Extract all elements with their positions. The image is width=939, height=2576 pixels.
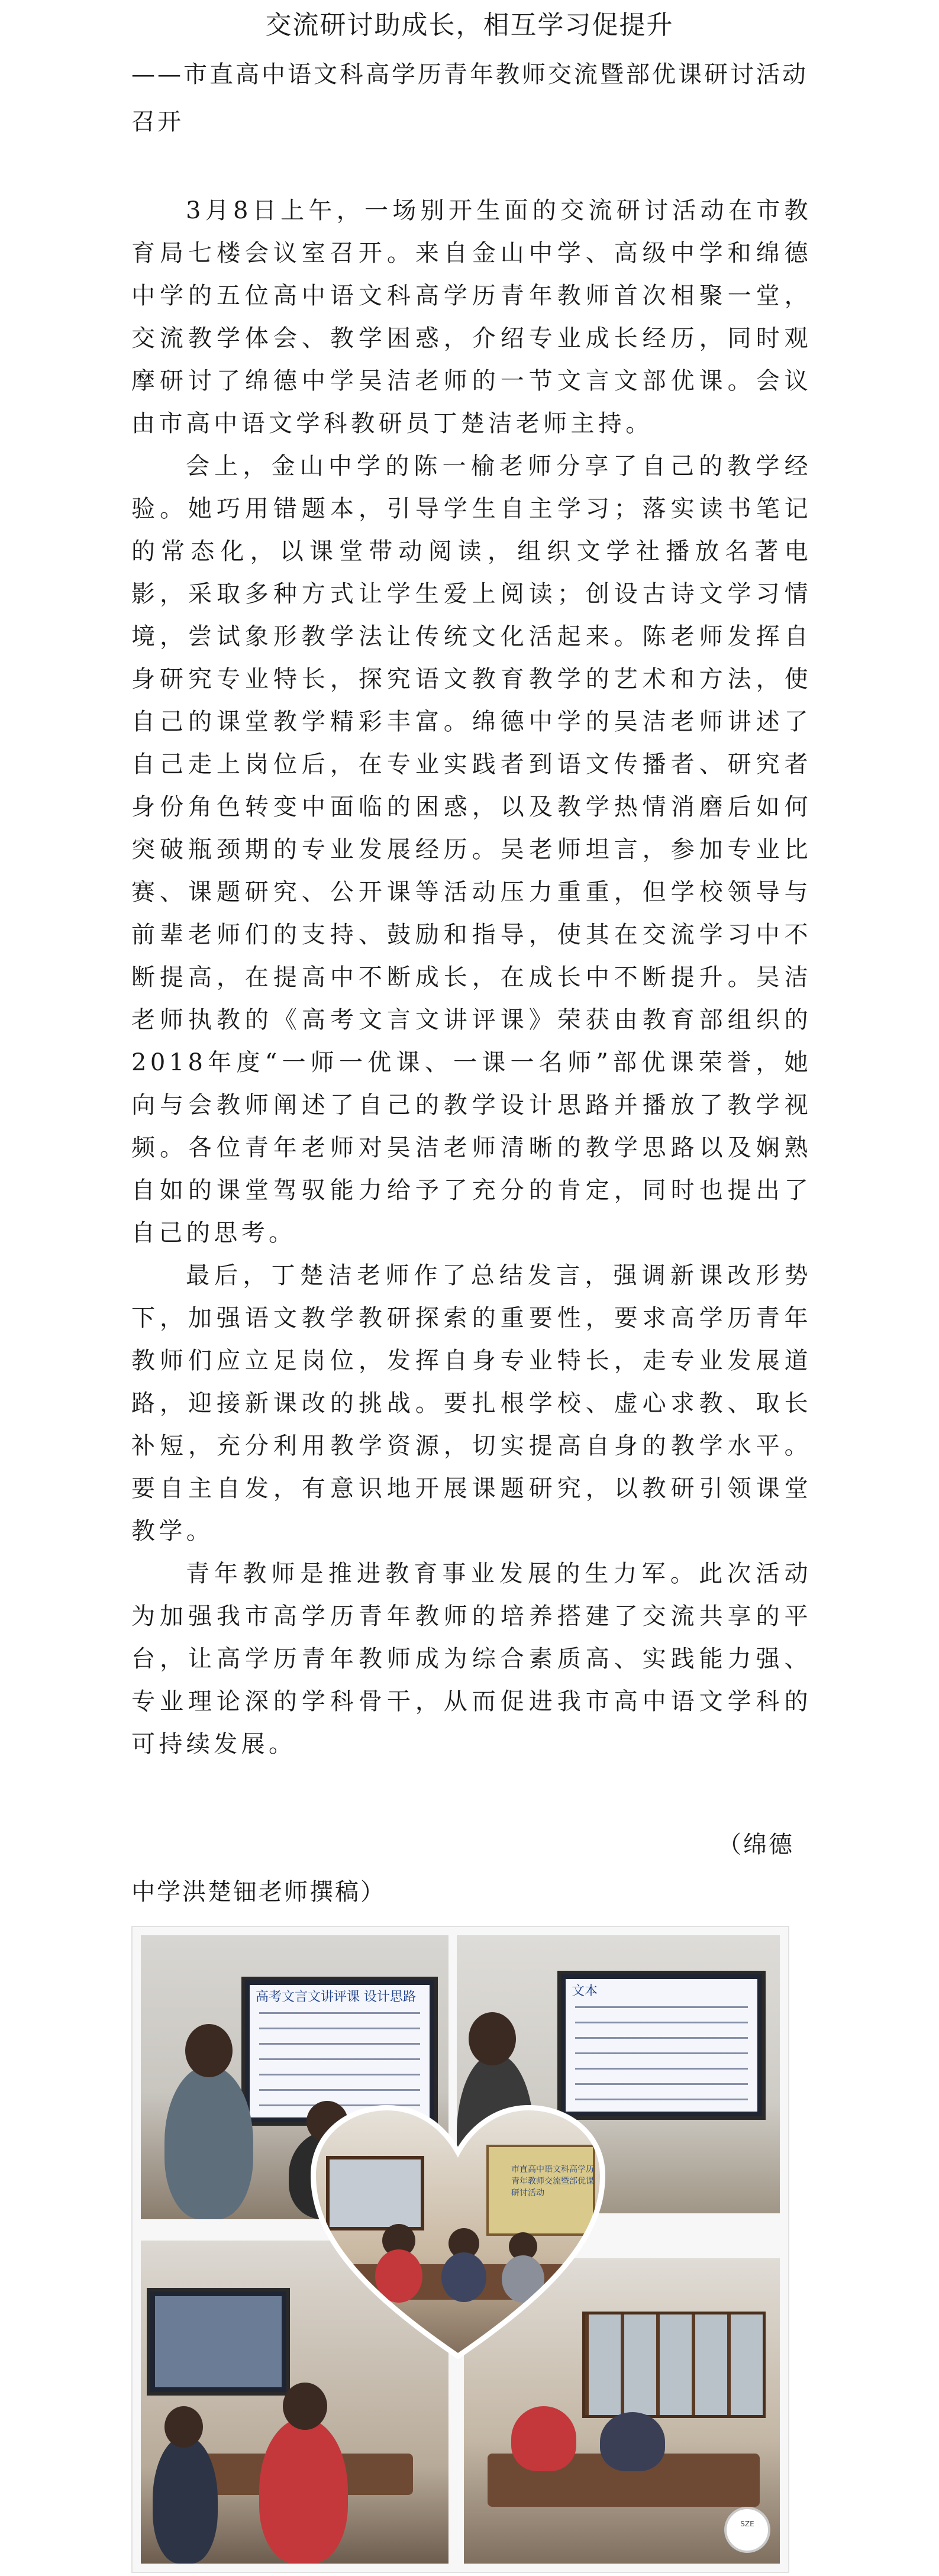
- byline-line-2: 中学洪楚钿老师撰稿）: [131, 1878, 386, 1906]
- projection-screen: [241, 1977, 438, 2126]
- article-title: 交流研讨助成长，相互学习促提升: [265, 10, 674, 40]
- banner-text: 市直高中语文科高学历青年教师交流暨部优课研讨活动: [511, 2165, 594, 2198]
- bookshelf: [582, 2312, 766, 2418]
- article-subtitle: ——市直高中语文科高学历青年教师交流暨部优课研讨活动召开: [131, 61, 808, 135]
- slide-title-2: 文本: [572, 1984, 598, 1999]
- paragraph-3: 最后，丁楚洁老师作了总结发言，强调新课改形势下，加强语文教学教研探索的重要性，要求高学历青年教师们应立足岗位，发挥自身专业特长，走专业发展道路，迎接新课改的挑战。要扎根学校、虚心求教、取长补短，充分利用教学资源，切实提高自身的教学水平。要自主自发，有意识地开展课题研究，以教研引领课堂教学。: [131, 1262, 812, 1545]
- presenter-head: [185, 2024, 233, 2077]
- seated-teacher-red: [259, 2418, 348, 2564]
- byline-line-1: （绵德: [718, 1831, 794, 1858]
- heart-photo: [310, 2104, 606, 2359]
- display-screen: [557, 1971, 766, 2120]
- paragraph-1: 3月8日上午，一场别开生面的交流研讨活动在市教育局七楼会议室召开。来自金山中学、高级中学和绵德中学的五位高中语文科高学历青年教师首次相聚一堂，交流教学体会、教学困惑，介绍专业成长经历，同时观摩研讨了绵德中学吴洁老师的一节文言文部优课。会议由市高中语文学科教研员丁楚洁老师主持。: [131, 197, 812, 437]
- video-screen: [147, 2288, 290, 2396]
- logo-badge: [724, 2507, 770, 2553]
- photo-collage: [131, 1926, 789, 2573]
- paragraph-2: 会上，金山中学的陈一榆老师分享了自己的教学经验。她巧用错题本，引导学生自主学习；落实读书笔记的常态化，以课堂带动阅读，组织文学社播放名著电影，采取多种方式让学生爱上阅读；创设古诗文学习情境，尝试象形教学法让传统文化活起来。陈老师发挥自身研究专业特长，探究语文教育教学的艺术和方法，使自己的课堂教学精彩丰富。绵德中学的吴洁老师讲述了自己走上岗位后，在专业实践者到语文传播者、研究者身份角色转变中面临的困惑，以及教学热情消磨后如何突破瓶颈期的专业发展经历。吴老师坦言，参加专业比赛、课题研究、公开课等活动压力重重，但学校领导与前辈老师们的支持、鼓励和指导，使其在交流学习中不断提高，在提高中不断成长，在成长中不断提升。吴洁老师执教的《高考文言文讲评课》荣获由教育部组织的2018年度“一师一优课、一课一名师”部优课荣誉，她向与会教师阐述了自己的教学设计思路并播放了教学视频。各位青年老师对吴洁老师清晰的教学思路以及娴熟自如的课堂驾驭能力给予了充分的肯定，同时也提出了自己的思考。: [131, 453, 812, 1247]
- paragraph-4: 青年教师是推进教育事业发展的生力军。此次活动为加强我市高学历青年教师的培养搭建了交流共享的平台，让高学历青年教师成为综合素质高、实践能力强、专业理论深的学科骨干，从而促进我市高中语文学科的可持续发展。: [131, 1560, 812, 1758]
- presenter-figure: [164, 2065, 253, 2219]
- logo-text: SZE: [740, 2520, 754, 2528]
- article-body: [131, 189, 812, 1765]
- byline: [131, 1821, 812, 1916]
- slide-title: 高考文言文讲评课 设计思路: [256, 1990, 416, 2004]
